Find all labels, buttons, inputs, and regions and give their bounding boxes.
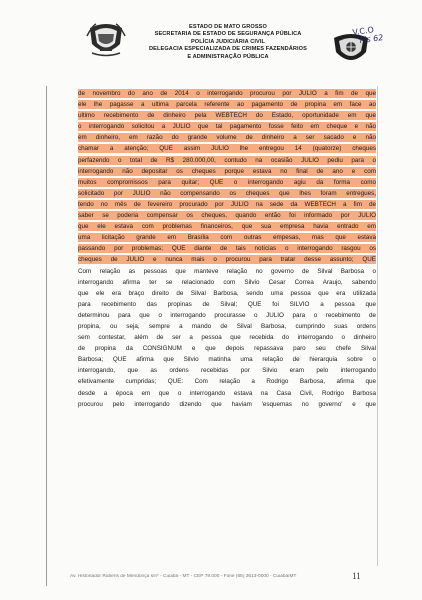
header-line: ESTADO DE MATO GROSSO (189, 24, 267, 30)
left-margin-rule (46, 86, 47, 586)
text-line (78, 132, 376, 143)
highlighted-text: solicitado por JULIO não compensando os cheques que lhes foram entregues, (78, 189, 376, 197)
highlighted-text: uma licitação grande em Brasília com outras empesas, mas que estava (78, 234, 376, 242)
highlighted-text: o interrogando solicitou a JULIO que tal pagamento fosse feito em cheque e não (78, 123, 376, 131)
text-line: Barbosa; QUE afirma que Silvio matinha uma relação de hierarquia sobre o (78, 356, 376, 364)
text-line (78, 143, 376, 154)
text-line (78, 110, 376, 121)
stamp-line: Fls 62 (359, 32, 384, 46)
text-line: que ele era braço direito de Silval Barbosa, sendo uma pessoa que era utilizada (78, 289, 376, 297)
text-line: para recebimento das propinas de Silval; QUE foi SILVIO a pessoa que (78, 300, 376, 308)
text-line: interrogando, que as ordens recebidas por Silvio eram pelo interrogando (78, 367, 376, 375)
testimony-body (78, 88, 376, 410)
highlighted-text: que ele estava com problemas financeiros, que sua empresa havia entrado em (78, 223, 376, 231)
highlighted-text: de novembro do ano de 2014 o interrogando procurou por JULIO a fim de que (78, 90, 376, 97)
highlighted-text: interrogando não depositar os cheques porque estava no final de ano e com (78, 167, 376, 175)
highlighted-text: em dinheiro, em razão do grande volume de dinheiro a ser sacado e não (78, 134, 376, 142)
highlighted-text: passando por problemas; QUE diante de tais notícias o interrogando rasgou os (78, 245, 376, 253)
text-line: propina, ou seja, sempre a mando de Silval Barbosa, cumprindo suas ordens (78, 322, 376, 330)
coat-of-arms-icon (86, 18, 126, 60)
text-line (78, 221, 376, 232)
header-line: POLÍCIA JUDICIÁRIA CIVIL (190, 38, 266, 45)
text-line (78, 188, 376, 199)
highlighted-text: tendo no mês de fevereiro procurado por JULIO na sede da WEBTECH a fim de (78, 200, 376, 208)
right-margin-rule (377, 86, 378, 566)
text-line: interrogando afirma ter se relacionado com Silvio Cesar Correa Araujo, sabendo (78, 278, 376, 286)
text-line: desde a época em que o interrogando estava na Casa Civil, Rodrigo Barbosa (78, 389, 376, 397)
text-line (78, 155, 376, 166)
text-line (78, 232, 376, 243)
page-stamp (352, 24, 384, 46)
text-line: sem contestar, além de ser a pessoa que recebida do interrogando o dinheiro (78, 334, 376, 342)
page-number: 11 (352, 571, 361, 581)
highlighted-text: chamar a atenção; QUE assim JULIO lhe entregou 14 (quatorze) cheques (78, 145, 376, 153)
highlighted-text: perfazendo o total de R$ 280.000,00, contudo na ocasião JULIO pediu para o (78, 156, 376, 164)
text-line (78, 88, 376, 99)
document-header (128, 24, 328, 61)
text-line (78, 210, 376, 221)
highlighted-text: cheques de JULIO e nunca mais o procurou para tratar desse assunto; QUE (78, 256, 376, 264)
header-line: DELEGACIA ESPECIALIZADA DE CRIMES FAZENDÁRIOS (149, 46, 307, 53)
text-line: Com relação as pessoas que manteve relação no governo de Silval Barbosa o (78, 267, 376, 275)
text-line (78, 166, 376, 177)
highlighted-text: ele lhe pagasse a ultima parcela referente ao pagamento de propina em face ao (78, 101, 376, 109)
text-line: de propina da CONSIGNUM e que depois repassava paro seu chefe Silval (78, 345, 376, 353)
highlighted-text: muitos compromissos para quitar; QUE o interrogando agiu da forma como (78, 178, 376, 186)
header-line: E ADMINISTRAÇÃO PÚBLICA (187, 53, 269, 60)
header-line: SECRETARIA DE ESTADO DE SEGURANÇA PÚBLICA (154, 31, 302, 38)
highlighted-text: saber se poderia compensar os cheques, quando então foi informado por JULIO (78, 212, 376, 220)
text-line: efetivamente cumpridas; QUE: Com relação a Rodrigo Barbosa, afirma que (78, 378, 376, 386)
stamp-line: V.C.O (351, 25, 375, 38)
text-line (78, 177, 376, 188)
text-line (78, 99, 376, 110)
text-line: procurou pelo interrogando dizendo que haviam 'esquemas no governo' e que (78, 400, 376, 408)
text-line (78, 121, 376, 132)
text-line: determinou para que o interrogando procurasse o JULIO para o recebimento de (78, 311, 376, 319)
text-line (78, 243, 376, 254)
page-footer: Av. Historiador Rubens de Mendonça s/nº - Cuiabá - MT - CEP 78.000 - Fone (65) 3613-0000 - Cuiabá/MT (70, 574, 297, 579)
text-line (78, 254, 376, 265)
text-line (78, 199, 376, 210)
highlighted-text: ultimo recebimento de dinheiro pela WEBTECH do Estado, oportunidade em que (78, 112, 376, 120)
